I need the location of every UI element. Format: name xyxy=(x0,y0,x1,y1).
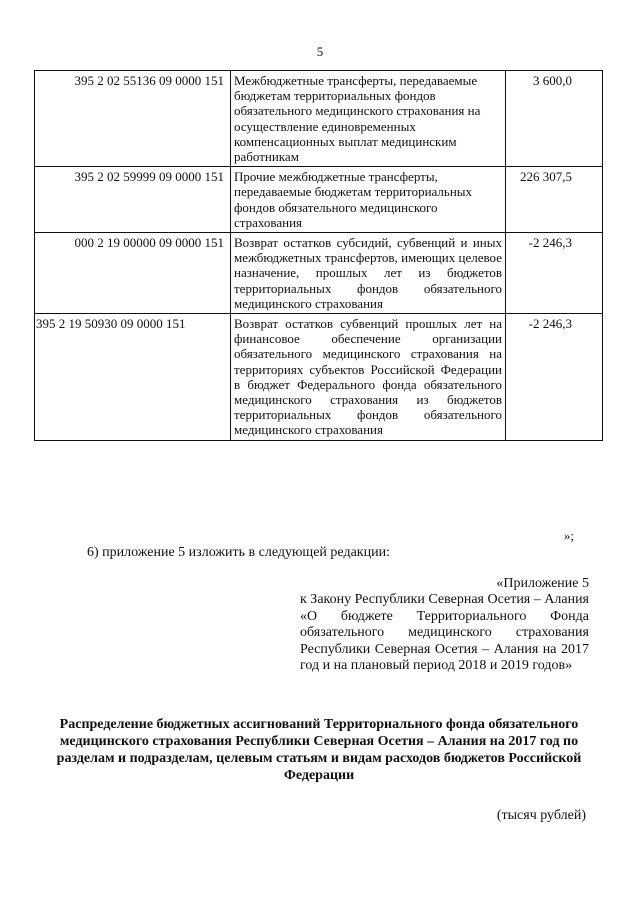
revenue-table xyxy=(34,70,603,441)
units-label: (тысяч рублей) xyxy=(496,808,586,823)
budget-code-cell: 395 2 02 55136 09 0000 151 xyxy=(35,71,231,167)
table-row xyxy=(35,314,603,441)
amount-cell: 3 600,0 xyxy=(506,71,603,167)
table-row xyxy=(35,71,603,167)
revenue-name-cell: Возврат остатков субвенций прошлых лет на финансовое обеспечение организации обязательного медицинского страхования на территориях субъектов Российской Федерации в бюджет Федерального фонда обязательного медицинского страхования из бюджетов территориальных фондов обязательного медицинского страхования xyxy=(231,314,506,441)
amendment-instruction: 6) приложение 5 изложить в следующей редакции: xyxy=(87,545,390,560)
revenue-name-cell: Прочие межбюджетные трансферты, передаваемые бюджетам территориальных фондов обязательного медицинского страхования xyxy=(231,167,506,233)
budget-code-cell: 395 2 19 50930 09 0000 151 xyxy=(35,314,231,441)
table-row xyxy=(35,233,603,314)
budget-code-cell: 395 2 02 59999 09 0000 151 xyxy=(35,167,231,233)
revenue-name-cell: Межбюджетные трансферты, передаваемые бюджетам территориальных фондов обязательного медицинского страхования на осуществление единовременных компенсационных выплат медицинским работникам xyxy=(231,71,506,167)
revenue-name-cell: Возврат остатков субсидий, субвенций и иных межбюджетных трансфертов, имеющих целевое назначение, прошлых лет из бюджетов территориальных фондов обязательного медицинского страхования xyxy=(231,233,506,314)
budget-code-cell: 000 2 19 00000 09 0000 151 xyxy=(35,233,231,314)
appendix-title: «Приложение 5 xyxy=(496,576,589,591)
amount-cell: -2 246,3 xyxy=(506,314,603,441)
appendix-reference: к Закону Республики Северная Осетия – Алания «О бюджете Территориального Фонда обязательного медицинского страхования Республики Северная Осетия – Алания на 2017 год и на плановый период 2018 и 2019 годов» xyxy=(300,592,589,674)
appendix-header xyxy=(300,576,589,674)
amount-cell: 226 307,5 xyxy=(506,167,603,233)
table-row xyxy=(35,167,603,233)
page-number: 5 xyxy=(316,44,324,59)
amount-cell: -2 246,3 xyxy=(506,233,603,314)
closing-quote: »; xyxy=(563,528,574,543)
document-title: Распределение бюджетных ассигнований Территориального фонда обязательного медицинского страхования Республики Северная Осетия – Алания на 2017 год по разделам и подразделам, целевым статьям и видам расходов бюджетов Российской Федерации xyxy=(56,717,582,783)
